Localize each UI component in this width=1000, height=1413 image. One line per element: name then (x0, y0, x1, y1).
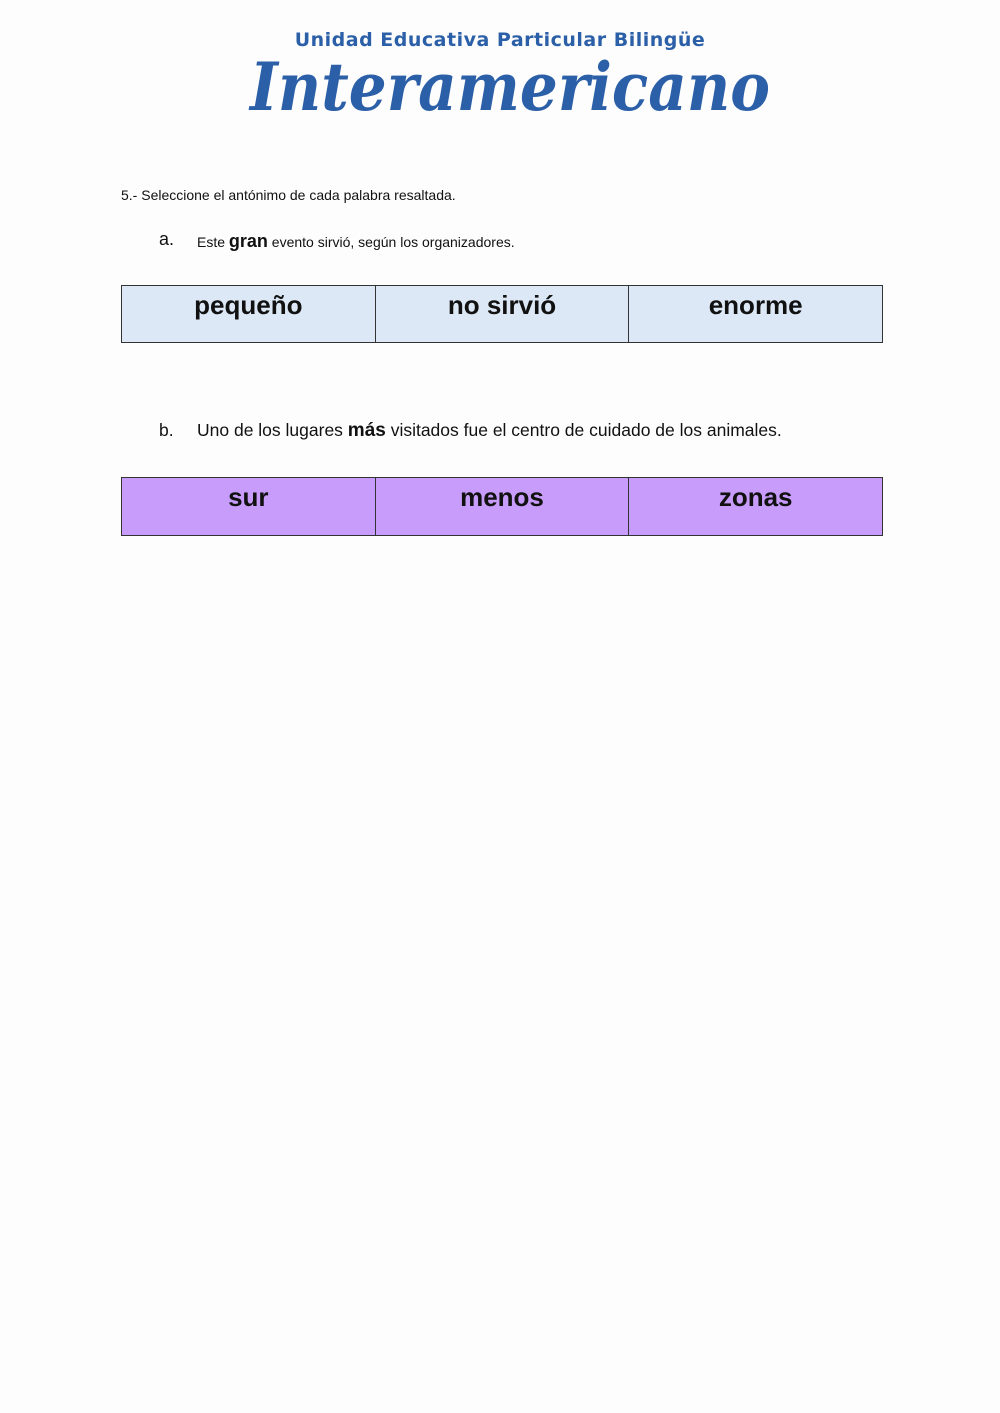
option-button[interactable]: no sirvió (376, 286, 630, 342)
option-button[interactable]: pequeño (122, 286, 376, 342)
answer-options-a (121, 285, 883, 343)
question-letter: a. (159, 229, 175, 249)
answer-options-b (121, 477, 883, 536)
highlighted-word: más (347, 420, 386, 441)
instruction-text: 5.- Seleccione el antónimo de cada palabra resaltada. (121, 187, 456, 203)
question-text-before: Este (197, 234, 229, 250)
option-button[interactable]: menos (376, 478, 630, 535)
question-text-after: evento sirvió, según los organizadores. (267, 234, 515, 250)
question-text (197, 231, 515, 252)
question-letter: b. (159, 420, 174, 440)
option-button[interactable]: zonas (718, 482, 793, 512)
school-name: Unidad Educativa Particular Bilingüe (294, 29, 706, 51)
logo-text: Interamericano (248, 48, 770, 126)
option-button[interactable]: sur (122, 478, 376, 535)
header (0, 0, 1000, 140)
question-text-after: visitados fue el centro de cuidado de los animales. (385, 420, 782, 440)
school-logo (240, 48, 780, 128)
highlighted-word: gran (228, 231, 268, 251)
option-button[interactable]: enorme (708, 290, 803, 320)
question-text-before: Uno de los lugares (197, 420, 348, 440)
question-text (197, 420, 782, 442)
